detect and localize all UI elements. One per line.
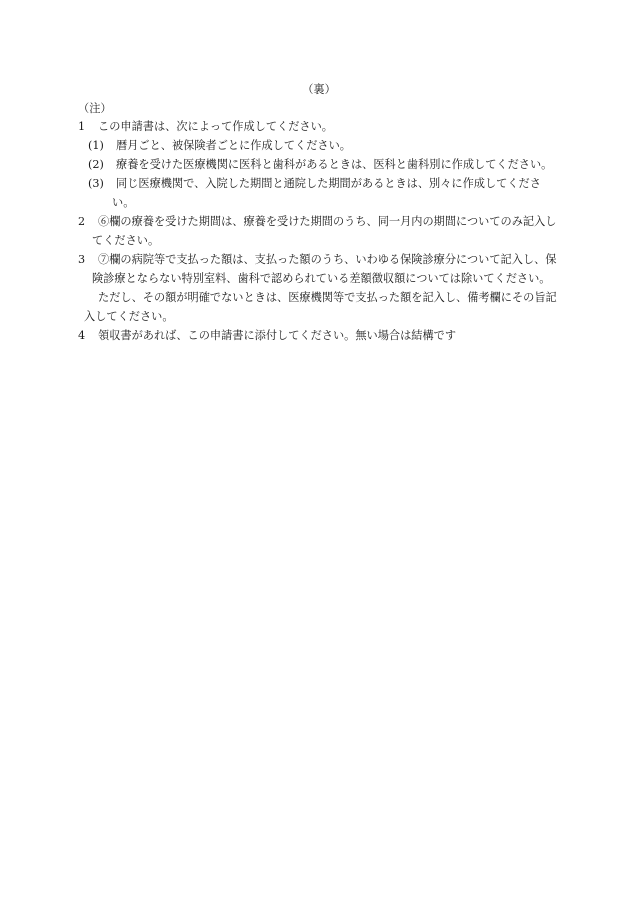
note-subitem-text: 同じ医療機関で、入院した期間と通院した期間があるときは、別々に作成してください。 [112,177,541,209]
note-item-2 [78,212,558,250]
note-item-text: ⑥欄の療養を受けた期間は、療養を受けた期間のうち、同一月内の期間についてのみ記入してください。 [92,215,557,247]
page-side-title: （裏） [302,83,336,96]
notes-body [78,117,558,345]
note-subitem-number: (2) [88,158,104,171]
note-subitem-3 [78,174,558,212]
note-item-4 [78,326,558,345]
note-item-number: 1 [78,120,86,133]
note-item-text: 領収書があれば、この申請書に添付してください。無い場合は結構です [98,329,457,342]
note-item-1 [78,117,558,136]
note-subitem-number: (1) [88,139,104,152]
note-item-3-proviso: ただし、その額が明確でないときは、医療機関等で支払った額を記入し、備考欄にその旨記入してください。 [84,291,557,323]
note-item-3 [78,250,558,288]
note-subitem-number: (3) [88,177,104,190]
note-item-number: 3 [78,253,86,266]
note-subitem-text: 療養を受けた医療機関に医科と歯科があるときは、医科と歯科別に作成してください。 [116,158,553,171]
note-item-number: 4 [78,329,86,342]
note-item-text: ⑦欄の病院等で支払った額は、支払った額のうち、いわゆる保険診療分について記入し、保険診療とならない特別室料、歯科で認められている差額徴収額については除いてください。 [92,253,557,285]
note-subitem-2 [78,155,558,174]
note-item-number: 2 [78,215,86,228]
note-label: （注） [78,102,112,115]
note-item-text: この申請書は、次によって作成してください。 [98,120,333,133]
note-subitem-1 [78,136,558,155]
note-subitem-text: 暦月ごと、被保険者ごとに作成してください。 [116,139,351,152]
